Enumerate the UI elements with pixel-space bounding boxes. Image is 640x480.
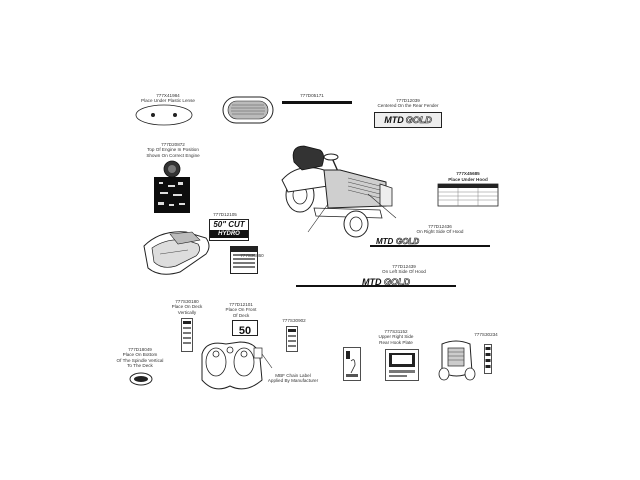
deck-size-text: 50 (238, 325, 252, 337)
far-right-number: 777S30234 (474, 332, 498, 337)
cut-decal-number: 777D12105 (213, 212, 237, 217)
right-hood-label: 777D12436 On Right Side Of Hood (416, 224, 464, 235)
rear-engine-illustration (436, 338, 478, 382)
brand-text: MTD (384, 115, 404, 125)
top-strip-decal (282, 100, 352, 106)
deck-vertical-decal (181, 318, 193, 352)
left-hood-brand-text: MTD (362, 277, 382, 287)
rear-fender-label: 777D12039 Centered On the Rear Fender (377, 98, 439, 109)
tractor-illustration (268, 140, 398, 240)
cut-size-text: 50" CUT (213, 220, 245, 229)
rear-fender-brand-decal (374, 112, 442, 128)
hook-plate-decal (343, 347, 361, 381)
engine-top-label: 777D20872 Top Of Engine In Position Shown On Correct Engine (146, 142, 200, 158)
cut-type-text: HYDRO (210, 230, 248, 238)
far-right-strip-decal (484, 344, 492, 374)
right-hood-gold-text: GOLD (396, 237, 420, 246)
mower-deck-illustration (196, 334, 266, 396)
engine-top-decal (154, 177, 190, 213)
under-hood-number: 777X45685 (456, 171, 480, 176)
warning-decal-number: 777S30860 (240, 253, 264, 258)
warning-decal (230, 246, 258, 274)
cut-size-decal (209, 219, 249, 241)
hook-plate-detail (385, 349, 419, 381)
spindle-round-badge (129, 372, 153, 386)
belt-spindle-label: 777D18049 Place On Bottom Of The Spindle Vertical To The Deck (116, 347, 164, 369)
left-hood-gold-text: GOLD (384, 277, 410, 287)
oval-badge-decal (222, 96, 274, 124)
right-hood-stripe-decal (370, 237, 490, 249)
under-hood-table-decal (438, 184, 498, 206)
deck-vertical-label: 777S30180 Place On Deck Vertically (171, 299, 203, 315)
deck-small-decal (286, 326, 298, 352)
upper-right-label: 777S31152 Upper Right Side Rear Hook Plate (378, 329, 414, 345)
mbf-chain-label: MBF Chain Label Applied By Manufacturer (267, 373, 319, 384)
left-hood-stripe-decal (296, 277, 456, 291)
deck-small-number: 777S30902 (282, 318, 306, 323)
under-hood-label: Place Under Hood (448, 177, 488, 182)
deck-front-label: 777D12101 Place On Front Of Deck (225, 302, 257, 318)
top-strip-label: 777D05171 (300, 93, 324, 98)
hood-illustration (140, 228, 214, 280)
plastic-lense-label: 777X41984 Place Under Plastic Lense (141, 93, 195, 104)
right-hood-brand-text: MTD (376, 237, 394, 246)
plastic-lense-decal (134, 104, 194, 126)
left-hood-label: 777D12439 On Left Side Of Hood (382, 264, 426, 275)
engine-top-emblem (163, 160, 181, 178)
brand-gold-text: GOLD (405, 115, 432, 125)
